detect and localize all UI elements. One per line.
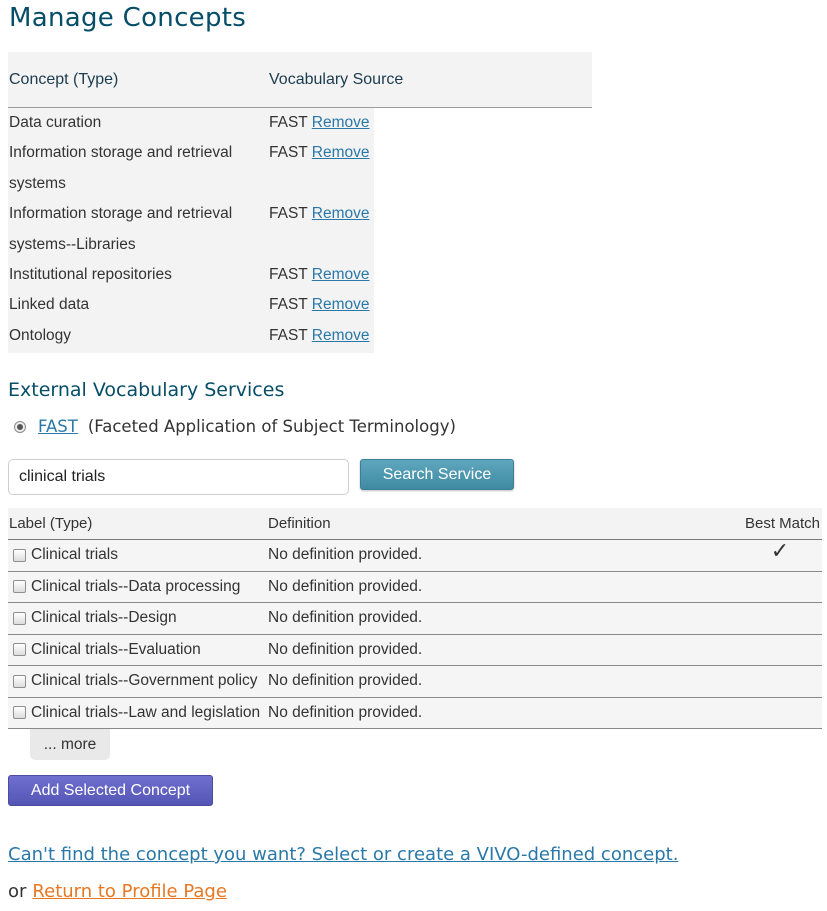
search-input[interactable] — [8, 459, 349, 495]
result-row — [8, 572, 822, 604]
result-checkbox[interactable] — [13, 612, 26, 625]
concept-source-cell — [269, 260, 370, 290]
concept-name: systems — [9, 174, 66, 192]
remove-link[interactable]: Remove — [311, 266, 370, 284]
result-label-cell — [8, 609, 268, 627]
result-label-cell — [8, 704, 268, 722]
concept-row — [8, 138, 374, 168]
fast-link[interactable]: FAST — [38, 417, 78, 436]
concept-row — [8, 321, 374, 351]
concepts-table-body — [8, 108, 374, 353]
concept-source-cell — [269, 321, 370, 351]
fast-radio[interactable] — [14, 421, 26, 433]
return-to-profile-link[interactable]: Return to Profile Page — [32, 881, 227, 902]
service-option — [14, 417, 456, 436]
concept-row — [8, 108, 374, 138]
concept-name: Information storage and retrieval — [9, 144, 233, 162]
result-label: Clinical trials--Government policy — [31, 672, 258, 690]
result-definition: No definition provided. — [268, 640, 423, 658]
concept-name: Linked data — [9, 296, 90, 314]
vocabulary-source-header: Vocabulary Source — [269, 70, 404, 88]
concept-row — [8, 290, 374, 320]
result-label: Clinical trials--Law and legislation — [31, 703, 261, 721]
results-table-body — [8, 540, 822, 729]
best-match-header: Best Match — [744, 515, 820, 532]
result-checkbox[interactable] — [13, 580, 26, 593]
vocabulary-source: FAST — [269, 144, 308, 162]
result-checkbox[interactable] — [13, 549, 26, 562]
result-checkbox[interactable] — [13, 706, 26, 719]
fast-description: (Faceted Application of Subject Terminology) — [87, 417, 456, 436]
concept-name: systems--Libraries — [9, 235, 136, 253]
concept-row — [8, 230, 374, 260]
concept-name: Data curation — [9, 114, 102, 131]
concept-name: Institutional repositories — [9, 266, 172, 284]
concept-source-cell — [269, 138, 370, 168]
vocabulary-source: FAST — [269, 266, 308, 284]
remove-link[interactable]: Remove — [311, 296, 370, 314]
result-label: Clinical trials--Design — [31, 609, 177, 627]
result-label-cell — [8, 641, 268, 659]
concept-row — [8, 260, 374, 290]
result-row — [8, 540, 822, 572]
result-label: Clinical trials--Evaluation — [31, 640, 201, 658]
result-label-cell — [8, 578, 268, 596]
result-label: Clinical trials--Data processing — [31, 577, 241, 595]
result-label-cell — [8, 672, 268, 690]
result-definition: No definition provided. — [268, 609, 423, 627]
label-type-header: Label (Type) — [9, 515, 93, 532]
result-label: Clinical trials — [31, 546, 118, 564]
more-button[interactable]: ... more — [30, 729, 110, 760]
remove-link[interactable]: Remove — [311, 205, 370, 223]
concepts-table-header — [8, 52, 592, 108]
results-table — [8, 508, 822, 729]
add-selected-concept-button[interactable]: Add Selected Concept — [8, 775, 213, 806]
result-checkbox[interactable] — [13, 643, 26, 656]
concept-name: Information storage and retrieval — [9, 205, 233, 223]
concept-source-cell — [269, 108, 370, 138]
vocabulary-source: FAST — [269, 326, 308, 344]
vocabulary-source: FAST — [269, 114, 308, 131]
vocabulary-source: FAST — [269, 205, 308, 223]
concept-type-header: Concept (Type) — [9, 70, 119, 88]
concept-source-cell — [269, 199, 370, 229]
result-row — [8, 666, 822, 698]
result-definition: No definition provided. — [268, 546, 423, 564]
concept-name: Ontology — [9, 326, 72, 344]
result-definition: No definition provided. — [268, 577, 423, 595]
remove-link[interactable]: Remove — [311, 144, 370, 162]
result-label-cell — [8, 546, 268, 564]
concept-row — [8, 169, 374, 199]
or-text: or — [8, 881, 27, 902]
search-service-button[interactable]: Search Service — [360, 459, 514, 490]
remove-link[interactable]: Remove — [311, 114, 370, 131]
results-table-header — [8, 508, 822, 540]
result-definition: No definition provided. — [268, 672, 423, 690]
vocabulary-source: FAST — [269, 296, 308, 314]
concept-source-cell — [269, 290, 370, 320]
return-line — [8, 881, 227, 902]
result-row — [8, 603, 822, 635]
page-title: Manage Concepts — [9, 3, 247, 33]
vivo-concept-link[interactable]: Can't find the concept you want? Select or create a VIVO-defined concept. — [8, 844, 679, 865]
result-checkbox[interactable] — [13, 675, 26, 688]
concepts-table — [8, 52, 592, 353]
result-row — [8, 635, 822, 667]
definition-header: Definition — [268, 515, 331, 532]
result-definition: No definition provided. — [268, 703, 423, 721]
result-row — [8, 698, 822, 730]
remove-link[interactable]: Remove — [311, 326, 370, 344]
concept-row — [8, 199, 374, 229]
external-vocab-title: External Vocabulary Services — [8, 379, 285, 401]
best-match-check-icon: ✓ — [770, 538, 790, 564]
